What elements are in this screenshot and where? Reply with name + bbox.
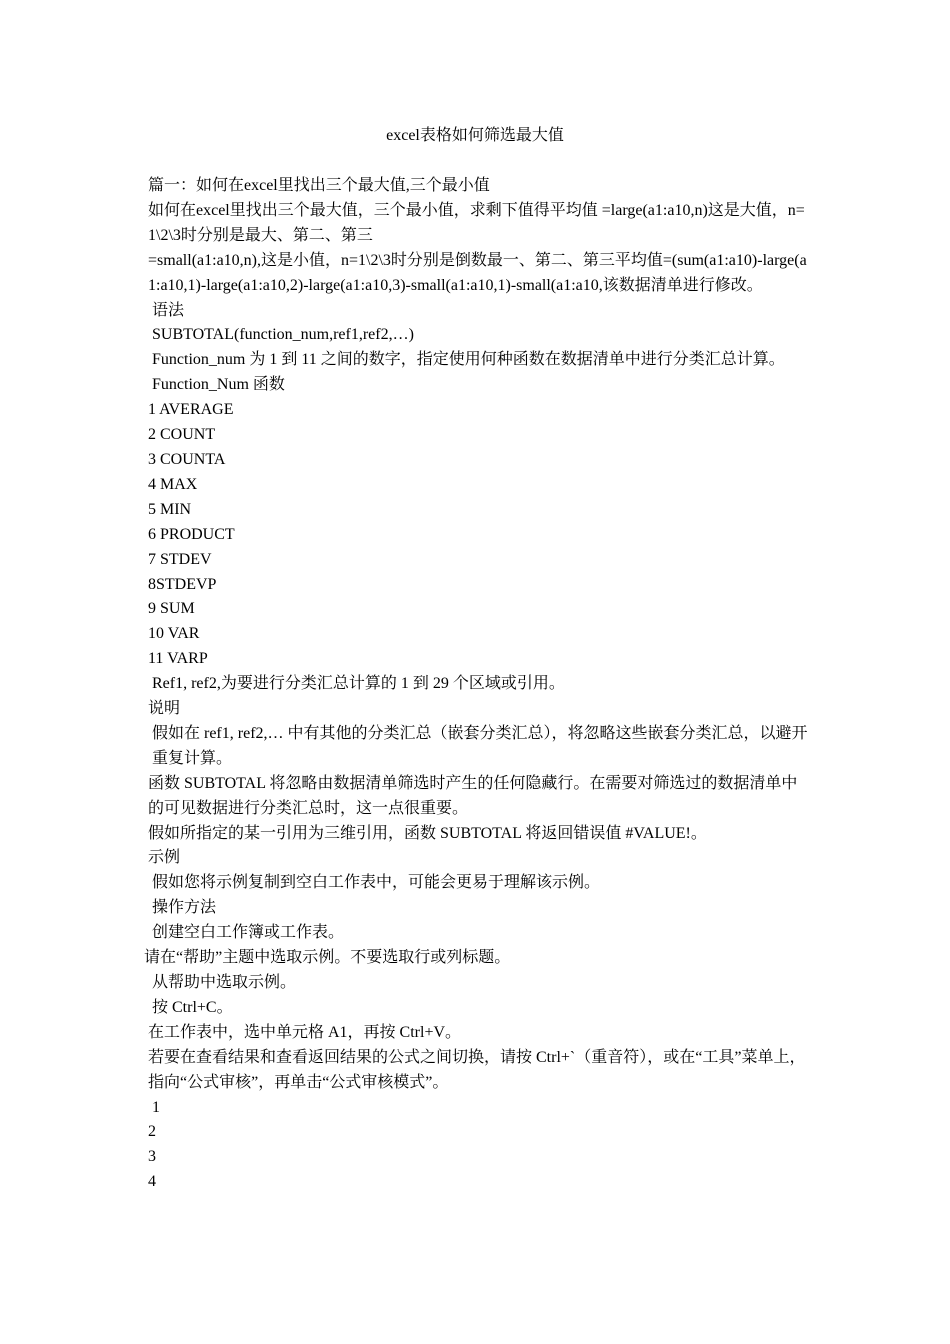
numbered-line: 4 xyxy=(148,1173,156,1191)
step-item: 从帮助中选取示例。 xyxy=(152,974,297,991)
function-list-item: 2 COUNT xyxy=(148,426,216,444)
function-list-item: 4 MAX xyxy=(148,475,198,493)
syntax-line: SUBTOTAL(function_num,ref1,ref2,…) xyxy=(152,326,414,344)
paragraph: 假如您将示例复制到空白工作表中，可能会更易于理解该示例。 xyxy=(152,874,601,892)
function-table-header: Function_Num 函数 xyxy=(152,376,285,394)
function-list-item: 5 MIN xyxy=(148,500,192,518)
step-item: 按 Ctrl+C。 xyxy=(152,998,233,1016)
step-item: 创建空白工作簿或工作表。 xyxy=(152,924,345,942)
function-list-item: 7 STDEV xyxy=(148,550,212,568)
document-body xyxy=(144,174,810,1195)
numbered-line: 2 xyxy=(148,1123,156,1141)
function-list-item: 9 SUM xyxy=(148,600,195,618)
paragraph: 函数 SUBTOTAL 将忽略由数据清单筛选时产生的任何隐藏行。在需要对筛选过的数据清单中的可见数据进行分类汇总时，这一点很重要。 xyxy=(148,774,798,817)
paragraph: Ref1, ref2,为要进行分类汇总计算的 1 到 29 个区域或引用。 xyxy=(152,675,565,693)
numbered-line: 1 xyxy=(152,1098,160,1116)
subheading-syntax: 语法 xyxy=(152,301,185,319)
numbered-line: 3 xyxy=(148,1148,156,1166)
function-list-item: 11 VARP xyxy=(148,650,208,668)
function-list-item: 6 PRODUCT xyxy=(148,525,235,543)
function-list-item: 10 VAR xyxy=(148,625,200,643)
document-title: excel表格如何筛选最大值 xyxy=(386,127,564,144)
paragraph: 假如在 ref1, ref2,… 中有其他的分类汇总（嵌套分类汇总），将忽略这些嵌套分类汇总，以避开重复计算。 xyxy=(152,724,808,767)
section-heading: 篇一：如何在excel里找出三个最大值,三个最小值 xyxy=(148,177,490,194)
subheading-example: 示例 xyxy=(148,849,181,867)
step-item: 在工作表中，选中单元格 A1，再按 Ctrl+V。 xyxy=(148,1023,462,1041)
function-list-item: 1 AVERAGE xyxy=(148,401,234,419)
paragraph: =small(a1:a10,n),这是小值，n=1\2\3时分别是倒数最一、第二、第三平均值=(sum(a1:a10)-large(a1:a10,1)-large(a1:a10,2)-large(a1:a10,3)-small(a1:a10,1)-small(a1:a10,该数据清单进行修改。 xyxy=(148,251,807,294)
paragraph: 如何在excel里找出三个最大值，三个最小值，求剩下值得平均值 =large(a1:a10,n)这是大值，n=1\2\3时分别是最大、第二、第三 xyxy=(148,201,805,244)
subheading-notes: 说明 xyxy=(148,700,181,718)
function-list-item: 3 COUNTA xyxy=(148,450,226,468)
function-list-item: 8STDEVP xyxy=(148,575,217,593)
step-item: 请在“帮助”主题中选取示例。不要选取行或列标题。 xyxy=(144,949,511,967)
paragraph: Function_num 为 1 到 11 之间的数字，指定使用何种函数在数据清单中进行分类汇总计算。 xyxy=(152,351,785,369)
subheading-steps: 操作方法 xyxy=(152,899,217,917)
step-item: 若要在查看结果和查看返回结果的公式之间切换，请按 Ctrl+`（重音符），或在“工具”菜单上，指向“公式审核”，再单击“公式审核模式”。 xyxy=(148,1048,806,1091)
paragraph: 假如所指定的某一引用为三维引用，函数 SUBTOTAL 将返回错误值 #VALUE!。 xyxy=(148,824,707,842)
